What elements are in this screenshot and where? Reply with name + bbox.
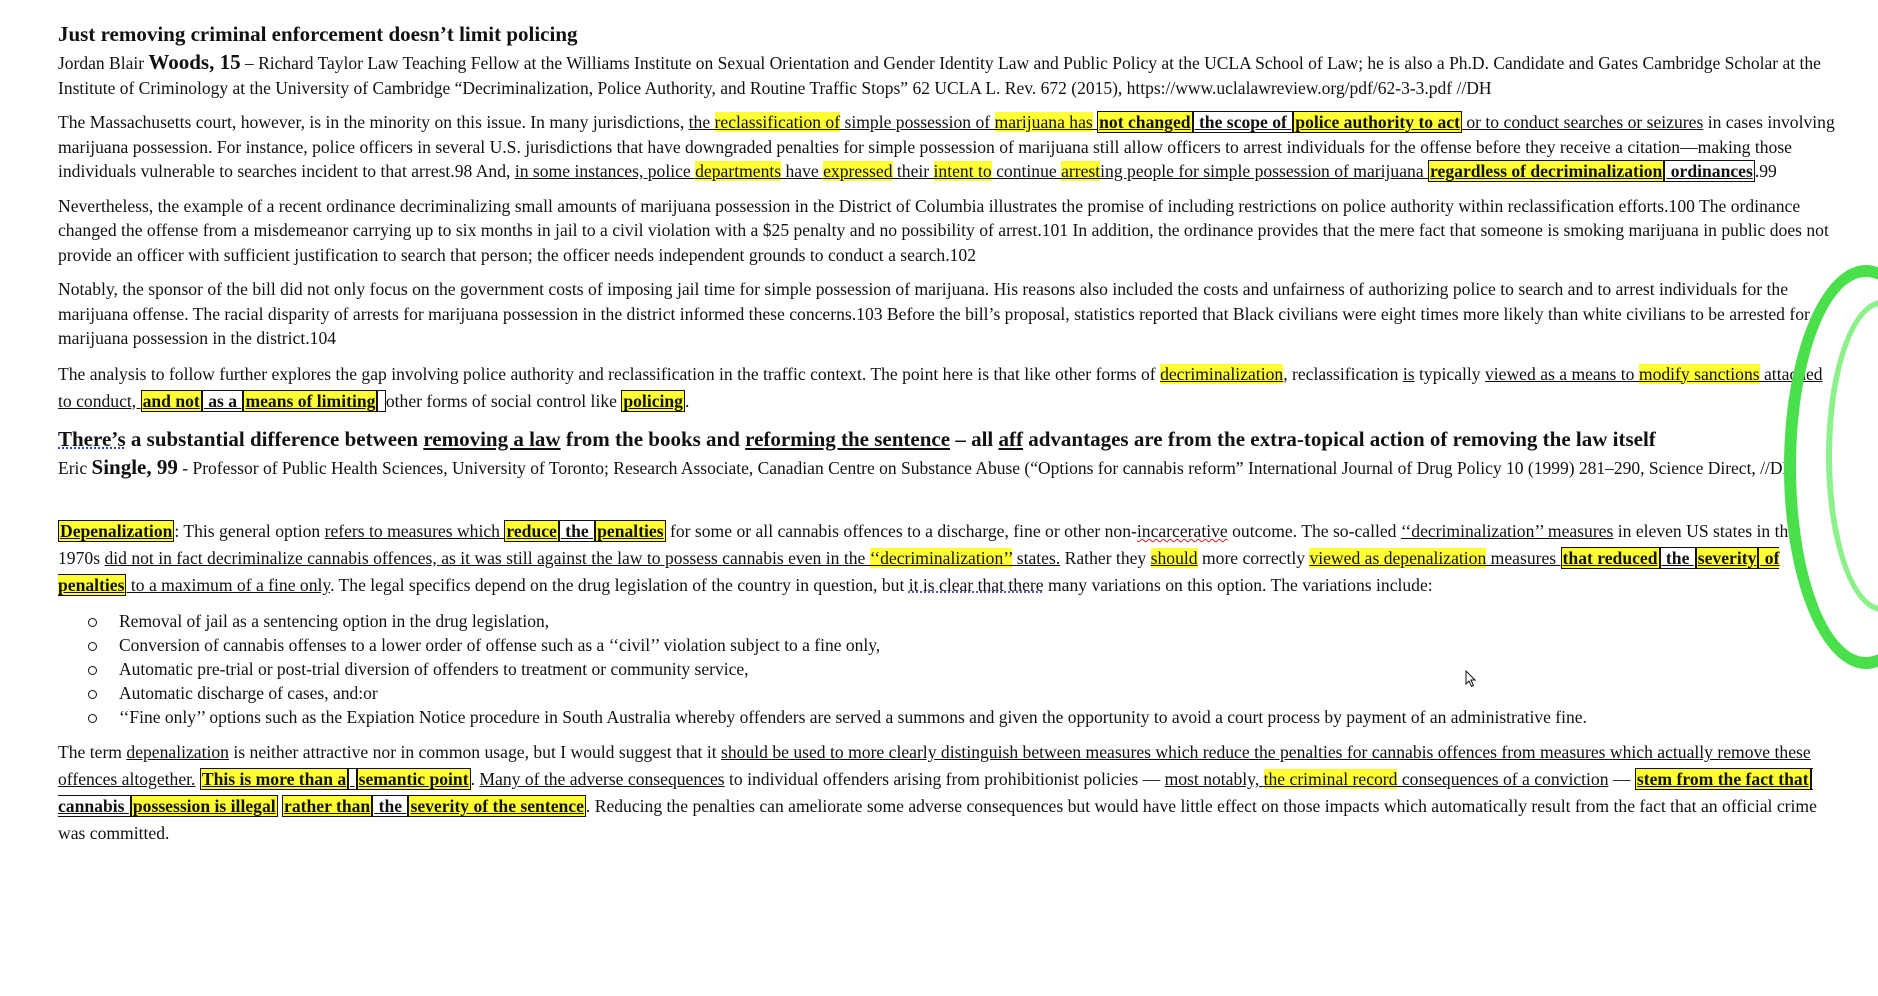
text-run: the [374, 796, 407, 816]
text-run: is neither attractive nor in common usage, but I would suggest that it [228, 742, 722, 762]
text-run: the [1661, 548, 1694, 568]
text-run: ordinances [1666, 161, 1753, 181]
text-run: decriminalization [1160, 363, 1284, 384]
text-run: in eleven US states in the 1970s [58, 521, 1797, 568]
text-run: viewed as depenalization [1309, 548, 1487, 568]
text-run: viewed as a means to [1484, 363, 1639, 384]
mouse-cursor-icon [1465, 670, 1477, 688]
text-run: . The legal specifics depend on the drug legislation of the country in question, but [330, 575, 909, 595]
card-2-citation [58, 455, 1840, 481]
text-run: not changed [1099, 112, 1191, 132]
text-run: their [892, 161, 934, 181]
card-1 [58, 20, 1840, 415]
text-run: The analysis to follow further explores the gap involving police authority and reclassification in the traffic context. The point here is that like other forms of [58, 363, 1161, 384]
text-run: stem from the fact that [1636, 769, 1809, 789]
text-run: expressed [823, 161, 893, 181]
text-run: ‘‘decriminalization’’ [869, 548, 1013, 568]
text-run: ing people for simple possession of marijuana [1100, 161, 1429, 181]
text-run: more correctly [1197, 548, 1310, 568]
text-run: severity of the sentence [410, 796, 584, 816]
circle-bullet-icon [88, 666, 97, 675]
list-item: ‘‘Fine only’’ options such as the Expiation Notice procedure in South Australia whereby offenders are served a summons and given the opportunity to avoid a court process by payment of an administrative fine. [88, 705, 1840, 729]
card-1-paragraph-1 [58, 110, 1840, 184]
card-1-paragraph-2: Nevertheless, the example of a recent ordinance decriminalizing small amounts of marijuana possession in the District of Columbia illustrates the promise of including restrictions on police authority within reclassification efforts.100 The ordinance changed the offense from a misdemeanor carrying up to six months in jail to a civil violation with a $25 penalty and no possibility of arrest.101 In addition, the ordinance provides that the mere fact that someone is smoking marijuana in public does not provide an officer with sufficient justification to search that person; the officer needs independent grounds to conduct a search.102 [58, 195, 1829, 265]
text-run: reforming the sentence [745, 426, 951, 451]
text-run: the [688, 112, 715, 132]
text-run: departments [695, 161, 782, 181]
text-run: to individual offenders arising from prohibitionist policies — [724, 769, 1165, 789]
document-page [58, 20, 1840, 857]
text-run: the criminal record [1263, 769, 1398, 789]
card-2-tag [58, 425, 1840, 453]
card-2-paragraph-2 [58, 739, 1840, 847]
list-item: Automatic pre-trial or post-trial diversion of offenders to treatment or community service, [88, 657, 1840, 681]
cite-1-name-year: Woods, 15 [148, 50, 241, 74]
card-1-tag: Just removing criminal enforcement doesn’t limit policing [58, 22, 578, 46]
cite-1-author: Jordan Blair [58, 53, 145, 73]
list-item: Conversion of cannabis offenses to a lower order of offense such as a ‘‘civil’’ violation subject to a fine only, [88, 633, 1840, 657]
text-run: attached to conduct, [58, 363, 1823, 411]
list-item: Automatic discharge of cases, and:or [88, 681, 1840, 705]
text-run: consequences of a conviction [1397, 769, 1609, 789]
text-run: policing [623, 390, 683, 411]
text-run: Depenalization [60, 521, 173, 541]
card-2-paragraph-1 [58, 518, 1840, 599]
card-1-paragraph-3: Notably, the sponsor of the bill did not only focus on the government costs of imposing jail time for simple possession of marijuana. His reasons also included the costs and unfairness of authorizing police to search and to arrest individuals for the marijuana offense. The racial disparity of arrests for marijuana possession in the district informed these concerns.103 Before the bill’s proposal, statistics reported that Black civilians were eight times more likely than white civilians to be arrested for marijuana possession in the district.104 [58, 279, 1810, 348]
text-run: rather than [284, 796, 371, 816]
circle-bullet-icon [88, 618, 97, 627]
text-run: did not in fact decriminalize cannabis offences, as it was still against the law to possess cannabis even in the [104, 548, 870, 568]
text-run: states. [1012, 548, 1061, 568]
text-run: arrest [1061, 161, 1101, 181]
circle-bullet-icon [88, 690, 97, 699]
text-run: most notably, [1164, 769, 1264, 789]
text-run: The Massachusetts court, however, is in the minority on this issue. In many jurisdictions, [58, 112, 689, 132]
text-run: Rather they [1060, 548, 1151, 568]
text-run: continue [991, 161, 1062, 181]
text-run: and not [142, 390, 200, 411]
cite-2-author: Eric [58, 457, 88, 478]
text-run: intent to [933, 161, 992, 181]
text-run: in cases involving marijuana possession. For instance, police officers in several U.S. jurisdictions that have downgraded penalties for simple possession of marijuana still allow officers to arrest individuals for the offense before they receive a citation—making those individuals vulnerable to searches incident to that arrest.98 And, [58, 112, 1835, 181]
text-run: to a maximum of a fine only [126, 575, 331, 595]
text-run: from the books and [560, 426, 746, 451]
text-run: outcome. The so-called [1227, 521, 1401, 541]
text-run: cannabis [58, 768, 1813, 817]
text-run: or to conduct searches or seizures [1461, 112, 1704, 132]
card-2 [58, 425, 1840, 848]
text-run: measures [1486, 548, 1561, 568]
text-run: ‘‘decriminalization’’ measures [1400, 521, 1614, 541]
text-run: that reduced [1562, 548, 1658, 568]
text-run: it is clear that there [908, 575, 1044, 595]
text-run: in some instances, police [514, 161, 696, 181]
text-run: – all [950, 426, 999, 451]
text-run: regardless of decriminalization [1430, 161, 1663, 181]
cite-2-details: - Professor of Public Health Sciences, University of Toronto; Research Associate, Canadian Centre on Substance Abuse (“Options for cannabis reform” International Journal of Drug Policy 10 (1999) 281–290, Science Direct, //DH [177, 457, 1796, 478]
text-run [348, 768, 356, 790]
text-run: incarcerative [1136, 521, 1228, 541]
text-run: for some or all cannabis offences to a discharge, fine or other non- [665, 521, 1137, 541]
text-run: removing a law [423, 426, 561, 451]
text-run: depenalization [126, 742, 229, 762]
text-run: of penalties [58, 548, 1780, 595]
text-run: Many of the adverse consequences [479, 769, 725, 789]
card-1-paragraph-4 [58, 361, 1840, 415]
text-run: reduce [506, 521, 557, 541]
text-run: penalties [597, 521, 664, 541]
text-run: There’s [58, 426, 126, 451]
text-run: advantages are from the extra-topical action of removing the law itself [1022, 426, 1656, 451]
text-run: : This general option [174, 521, 325, 541]
card-1-citation [58, 50, 1840, 100]
circle-bullet-icon [88, 714, 97, 723]
text-run: the scope of [1194, 112, 1292, 132]
text-run: police authority to act [1295, 112, 1460, 132]
text-run: reclassification of [714, 112, 841, 132]
text-run: simple possession of [840, 112, 995, 132]
text-run: This is more than a [201, 769, 347, 789]
circle-bullet-icon [88, 642, 97, 651]
text-run: modify sanctions [1638, 363, 1760, 384]
text-run: other forms of social control like [385, 390, 622, 411]
text-run: . [470, 769, 480, 789]
text-run: have [781, 161, 824, 181]
text-run: a substantial difference between [125, 426, 424, 451]
text-run: many variations on this option. The variations include: [1043, 575, 1433, 595]
text-run: aff [998, 426, 1023, 451]
text-run: should [1150, 548, 1198, 568]
text-run: typically [1414, 363, 1485, 384]
cite-2-name-year: Single, 99 [91, 454, 178, 479]
text-run: severity [1697, 548, 1757, 568]
text-run: , reclassification [1283, 363, 1403, 384]
text-run: possession is illegal [132, 796, 276, 816]
text-run: semantic point [358, 769, 469, 789]
text-run: . [684, 390, 690, 411]
text-run: is [1402, 363, 1415, 384]
variations-list [58, 609, 1840, 729]
text-run: . Reducing the penalties can ameliorate some adverse consequences but would have little effect on those impacts which automatically result from the fact that an official crime was committed. [58, 796, 1817, 843]
text-run: as a [203, 390, 242, 411]
cite-1-details: – Richard Taylor Law Teaching Fellow at the Williams Institute on Sexual Orientation and Gender Identity Law and Public Policy at the UCLA School of Law; he is also a Ph.D. Candidate and Gates Cambridge Scholar at the Institute of Criminology at the University of Cambridge “Decriminalization, Police Authority, and Routine Traffic Stops” 62 UCLA L. Rev. 672 (2015), https://www.uclalawreview.org/pdf/62-3-3.pdf //DH [58, 53, 1821, 98]
spacer [58, 490, 1840, 518]
text-run: the [560, 521, 594, 541]
list-item: Removal of jail as a sentencing option in the drug legislation, [88, 609, 1840, 633]
text-run: means of limiting [245, 390, 376, 411]
text-run: marijuana has [994, 112, 1093, 132]
text-run [377, 390, 385, 412]
text-run: The term [58, 742, 127, 762]
text-run: refers to measures which [324, 521, 505, 541]
text-run: .99 [1754, 161, 1777, 181]
text-run: should be used to more clearly distinguish between measures which reduce the penalties for cannabis offences from measures which actually remove these offences altogether. [58, 742, 1811, 789]
text-run: — [1608, 769, 1635, 789]
